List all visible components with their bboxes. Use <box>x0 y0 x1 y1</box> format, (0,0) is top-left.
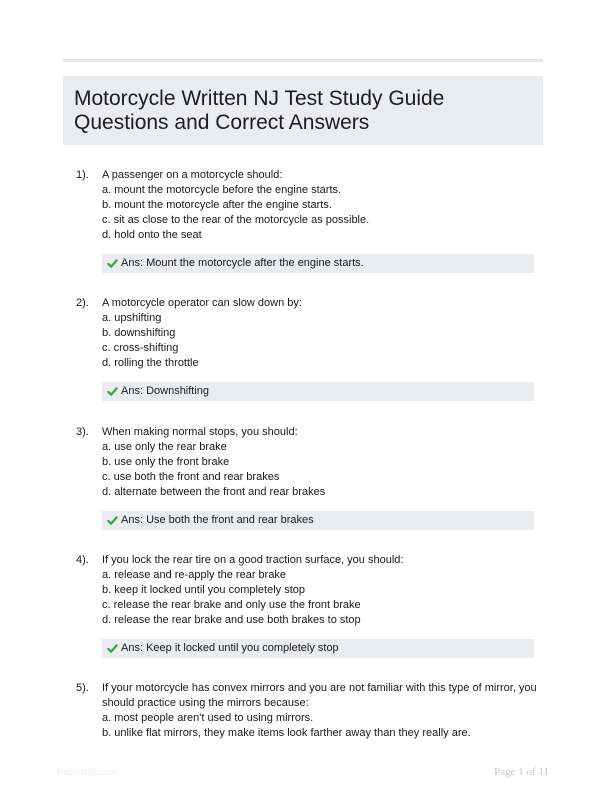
option-a: a. use only the rear brake <box>102 441 227 453</box>
option-a: a. most people aren't used to using mirrors. <box>102 712 314 724</box>
question-body <box>102 553 542 628</box>
question-number: 3). <box>76 426 89 438</box>
option-a: a. release and re-apply the rear brake <box>102 569 287 581</box>
answer-box <box>102 382 534 401</box>
option-d: d. hold onto the seat <box>102 229 202 241</box>
checkmark-icon <box>107 643 118 654</box>
checkmark-icon <box>107 515 118 526</box>
question-prompt: If you lock the rear tire on a good traction surface, you should: <box>102 554 404 566</box>
answer-box <box>102 254 534 273</box>
option-a: a. upshifting <box>102 312 162 324</box>
question-prompt-line-1: If your motorcycle has convex mirrors and you are not familiar with this type of mirror, you <box>102 682 537 694</box>
question-body <box>102 425 542 500</box>
option-d: d. rolling the throttle <box>102 357 199 369</box>
question-body <box>102 168 542 243</box>
answer-text: Ans: Downshifting <box>121 385 210 397</box>
document-title-banner <box>63 76 543 145</box>
option-b: b. downshifting <box>102 327 176 339</box>
answer-text: Ans: Use both the front and rear brakes <box>121 514 314 526</box>
option-b: b. keep it locked until you completely stop <box>102 584 306 596</box>
option-c: c. cross-shifting <box>102 342 179 354</box>
option-b: b. mount the motorcycle after the engine starts. <box>102 199 332 211</box>
document-title-line-1: Motorcycle Written NJ Test Study Guide <box>74 87 445 110</box>
question-prompt: When making normal stops, you should: <box>102 426 298 438</box>
question-number: 5). <box>76 682 89 694</box>
question-number: 4). <box>76 554 89 566</box>
option-c: c. sit as close to the rear of the motorcycle as possible. <box>102 214 370 226</box>
checkmark-icon <box>107 258 118 269</box>
checkmark-icon <box>107 386 118 397</box>
answer-box <box>102 639 534 658</box>
question-prompt: A passenger on a motorcycle should: <box>102 169 283 181</box>
option-d: d. release the rear brake and use both brakes to stop <box>102 614 361 626</box>
option-b: b. use only the front brake <box>102 456 230 468</box>
question-number: 1). <box>76 169 89 181</box>
question-prompt-line-2: should practice using the mirrors because: <box>102 697 309 709</box>
answer-box <box>102 511 534 530</box>
question-prompt: A motorcycle operator can slow down by: <box>102 297 302 309</box>
question-number: 2). <box>76 297 89 309</box>
watermark: Paperlthic.com <box>57 767 117 777</box>
option-c: c. use both the front and rear brakes <box>102 471 280 483</box>
page-number: Page 1 of 11 <box>494 766 549 778</box>
answer-text: Ans: Mount the motorcycle after the engine starts. <box>121 257 364 269</box>
option-c: c. release the rear brake and only use the front brake <box>102 599 361 611</box>
answer-text: Ans: Keep it locked until you completely stop <box>121 642 339 654</box>
question-body <box>102 296 542 371</box>
document-title-line-2: Questions and Correct Answers <box>74 111 370 134</box>
top-divider <box>63 59 543 62</box>
option-a: a. mount the motorcycle before the engine starts. <box>102 184 342 196</box>
option-d: d. alternate between the front and rear brakes <box>102 486 326 498</box>
option-b: b. unlike flat mirrors, they make items look farther away than they really are. <box>102 727 471 739</box>
question-body <box>102 681 542 741</box>
